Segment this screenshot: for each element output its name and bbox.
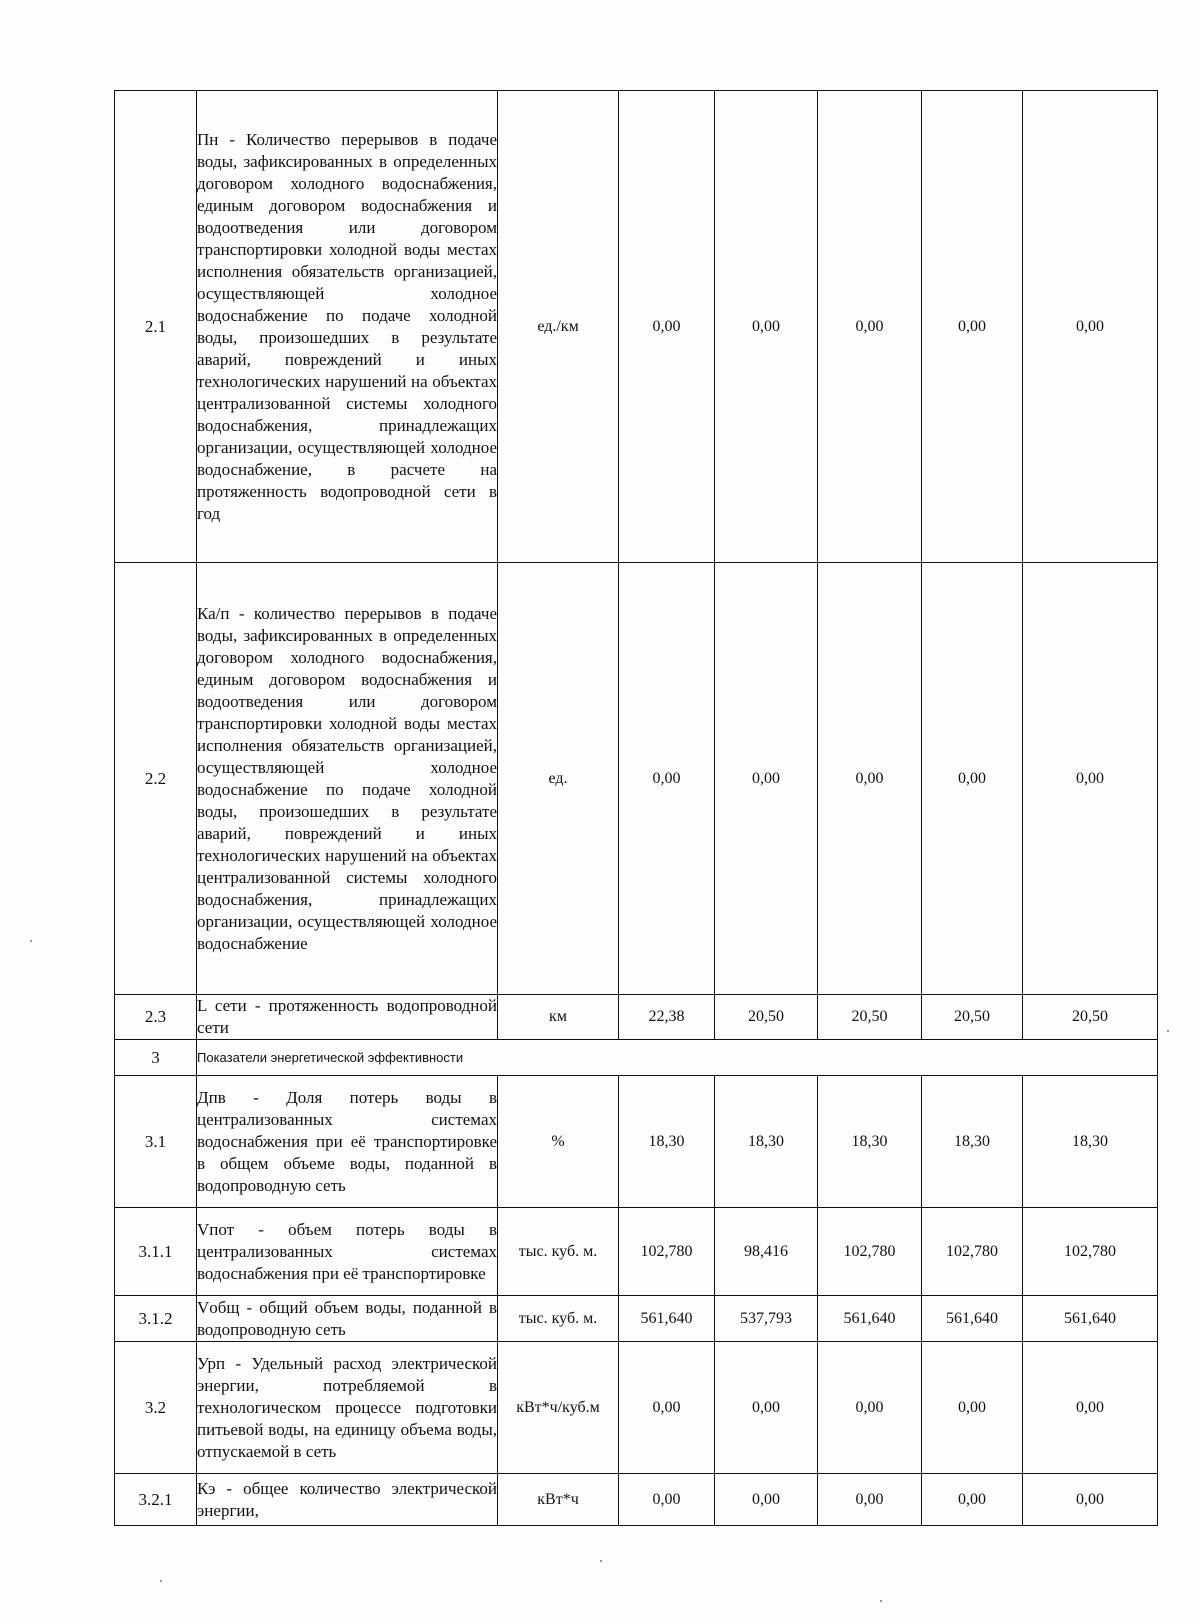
- value-cell: 561,640: [818, 1296, 922, 1342]
- unit-cell: %: [498, 1076, 619, 1208]
- row-number: 2.2: [115, 563, 197, 995]
- row-number: 3.2: [115, 1342, 197, 1474]
- value-cell: 102,780: [1023, 1208, 1158, 1296]
- value-cell: 0,00: [1023, 91, 1158, 563]
- value-cell: 18,30: [818, 1076, 922, 1208]
- value-cell: 20,50: [1023, 995, 1158, 1040]
- row-number: 3.1: [115, 1076, 197, 1208]
- value-cell: 0,00: [715, 1474, 818, 1526]
- section-title: Показатели энергетической эффективности: [197, 1040, 1158, 1076]
- value-cell: 0,00: [818, 1474, 922, 1526]
- value-cell: 0,00: [619, 1474, 715, 1526]
- value-cell: 0,00: [922, 1342, 1023, 1474]
- scan-speck: [600, 1560, 602, 1562]
- row-number: 2.3: [115, 995, 197, 1040]
- unit-cell: кВт*ч/куб.м: [498, 1342, 619, 1474]
- unit-cell: тыс. куб. м.: [498, 1208, 619, 1296]
- value-cell: 0,00: [715, 91, 818, 563]
- scan-speck: [880, 1600, 882, 1602]
- table-row: [115, 1208, 1158, 1296]
- row-number: 2.1: [115, 91, 197, 563]
- value-cell: 561,640: [1023, 1296, 1158, 1342]
- unit-cell: ед.: [498, 563, 619, 995]
- row-number: 3.1.1: [115, 1208, 197, 1296]
- value-cell: 20,50: [818, 995, 922, 1040]
- value-cell: 0,00: [715, 1342, 818, 1474]
- scan-speck: [30, 940, 32, 942]
- table-row: [115, 1342, 1158, 1474]
- value-cell: 0,00: [922, 563, 1023, 995]
- table-row: [115, 1296, 1158, 1342]
- value-cell: 22,38: [619, 995, 715, 1040]
- value-cell: 18,30: [715, 1076, 818, 1208]
- indicator-description: Кэ - общее количество электрической энергии,: [197, 1474, 498, 1526]
- value-cell: 0,00: [1023, 563, 1158, 995]
- value-cell: 102,780: [818, 1208, 922, 1296]
- unit-cell: кВт*ч: [498, 1474, 619, 1526]
- value-cell: 102,780: [922, 1208, 1023, 1296]
- value-cell: 0,00: [922, 91, 1023, 563]
- indicator-description: Пн - Количество перерывов в подаче воды, зафиксированных в определенных договором холодного водоснабжения, единым договором водоснабжения и водоотведения или договором транспортировки холодной воды местах исполнения обязательств организацией, осуществляющей холодное водоснабжение по подаче холодной воды, произошедших в результате аварий, повреждений и иных технологических нарушений на объектах централизованной системы холодного водоснабжения, принадлежащих организации, осуществляющей холодное водоснабжение, в расчете на протяженность водопроводной сети в год: [197, 91, 498, 563]
- indicator-description: Ка/п - количество перерывов в подаче воды, зафиксированных в определенных договором холодного водоснабжения, единым договором водоснабжения и водоотведения или договором транспортировки холодной воды местах исполнения обязательств организацией, осуществляющей холодное водоснабжение по подаче холодной воды, произошедших в результате аварий, повреждений и иных технологических нарушений на объектах централизованной системы холодного водоснабжения, принадлежащих организации, осуществляющей холодное водоснабжение: [197, 563, 498, 995]
- value-cell: 0,00: [619, 1342, 715, 1474]
- value-cell: 20,50: [922, 995, 1023, 1040]
- value-cell: 102,780: [619, 1208, 715, 1296]
- value-cell: 0,00: [818, 563, 922, 995]
- value-cell: 0,00: [818, 91, 922, 563]
- table-row: [115, 1474, 1158, 1526]
- section-row: [115, 1040, 1158, 1076]
- table-row: [115, 91, 1158, 563]
- indicator-description: L сети - протяженность водопроводной сети: [197, 995, 498, 1040]
- value-cell: 18,30: [922, 1076, 1023, 1208]
- row-number: 3.1.2: [115, 1296, 197, 1342]
- indicators-table: [114, 90, 1158, 1526]
- unit-cell: ед./км: [498, 91, 619, 563]
- value-cell: 18,30: [1023, 1076, 1158, 1208]
- table-row: [115, 563, 1158, 995]
- indicator-description: Урп - Удельный расход электрической энергии, потребляемой в технологическом процессе подготовки питьевой воды, на единицу объема воды, отпускаемой в сеть: [197, 1342, 498, 1474]
- indicator-description: Vпот - объем потерь воды в централизованных системах водоснабжения при её транспортировке: [197, 1208, 498, 1296]
- indicator-description: Vобщ - общий объем воды, поданной в водопроводную сеть: [197, 1296, 498, 1342]
- unit-cell: км: [498, 995, 619, 1040]
- value-cell: 98,416: [715, 1208, 818, 1296]
- unit-cell: тыс. куб. м.: [498, 1296, 619, 1342]
- value-cell: 0,00: [619, 91, 715, 563]
- value-cell: 0,00: [1023, 1474, 1158, 1526]
- indicator-description: Дпв - Доля потерь воды в централизованных системах водоснабжения при её транспортировке в общем объеме воды, поданной в водопроводную сеть: [197, 1076, 498, 1208]
- scan-speck: [1167, 1030, 1169, 1032]
- value-cell: 0,00: [715, 563, 818, 995]
- value-cell: 0,00: [922, 1474, 1023, 1526]
- value-cell: 561,640: [619, 1296, 715, 1342]
- value-cell: 537,793: [715, 1296, 818, 1342]
- row-number: 3.2.1: [115, 1474, 197, 1526]
- value-cell: 18,30: [619, 1076, 715, 1208]
- scan-speck: [160, 1580, 162, 1582]
- value-cell: 0,00: [619, 563, 715, 995]
- value-cell: 20,50: [715, 995, 818, 1040]
- table-row: [115, 995, 1158, 1040]
- section-number: 3: [115, 1040, 197, 1076]
- value-cell: 561,640: [922, 1296, 1023, 1342]
- value-cell: 0,00: [818, 1342, 922, 1474]
- value-cell: 0,00: [1023, 1342, 1158, 1474]
- table-row: [115, 1076, 1158, 1208]
